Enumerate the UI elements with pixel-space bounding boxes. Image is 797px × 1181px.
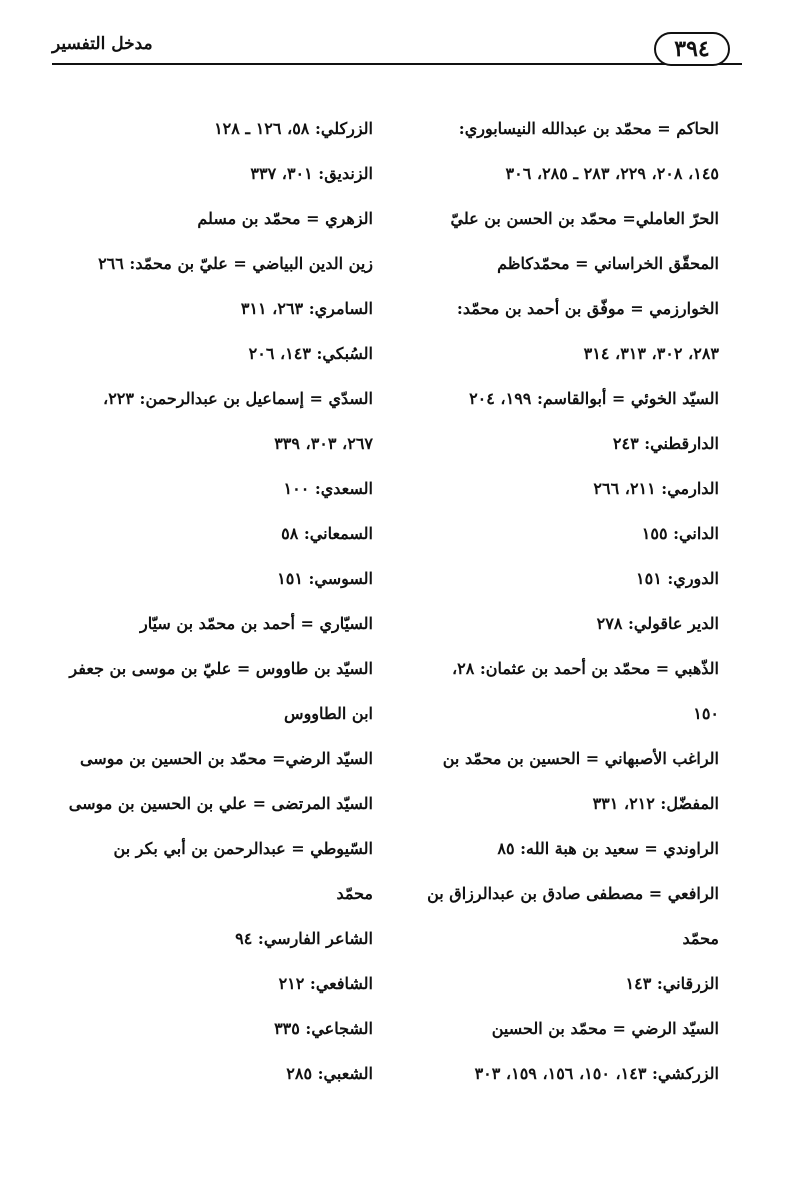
index-entry: السمعاني: ٥٨ <box>281 524 373 543</box>
index-entry: الزرقاني: ١٤٣ <box>625 974 719 993</box>
index-entry: الراغب الأصبهاني = الحسين بن محمّد بن <box>442 749 719 768</box>
index-entry: الشجاعي: ٣٣٥ <box>274 1019 373 1038</box>
index-entry: السُبكي: ١٤٣، ٢٠٦ <box>248 344 373 363</box>
index-entry: ابن الطاووس <box>284 704 373 723</box>
index-entry: محمّد <box>682 929 719 948</box>
index-entry: الدارقطني: ٢٤٣ <box>612 434 719 453</box>
index-entry: الشعبي: ٢٨٥ <box>286 1064 373 1083</box>
index-column-right <box>411 106 719 1096</box>
index-entry: الذّهبي = محمّد بن أحمد بن عثمان: ٢٨، <box>451 659 719 678</box>
index-entry: زين الدين البياضي = عليّ بن محمّد: ٢٦٦ <box>98 254 373 273</box>
header-rule <box>52 63 742 65</box>
index-entry: السوسي: ١٥١ <box>277 569 373 588</box>
index-entry: السعدي: ١٠٠ <box>283 479 373 498</box>
index-entry: السيّاري = أحمد بن محمّد بن سيّار <box>139 614 373 633</box>
index-entry: ١٤٥، ٢٠٨، ٢٢٩، ٢٨٣ ـ ٢٨٥، ٣٠٦ <box>505 164 719 183</box>
index-entry: السدّي = إسماعيل بن عبدالرحمن: ٢٢٣، <box>103 389 373 408</box>
index-entry: السيّد الخوئي = أبوالقاسم: ١٩٩، ٢٠٤ <box>469 389 719 408</box>
index-entry: الزهري = محمّد بن مسلم <box>197 209 373 228</box>
index-entry: ٢٦٧، ٣٠٣، ٣٣٩ <box>274 434 373 453</box>
index-entry: الحاكم = محمّد بن عبدالله النيسابوري: <box>458 119 719 138</box>
index-entry: الدوري: ١٥١ <box>636 569 719 588</box>
index-entry: المفضّل: ٢١٢، ٣٣١ <box>592 794 719 813</box>
index-entry: محمّد <box>336 884 373 903</box>
index-entry: ٢٨٣، ٣٠٢، ٣١٣، ٣١٤ <box>583 344 719 363</box>
index-entry: الدارمي: ٢١١، ٢٦٦ <box>593 479 719 498</box>
index-entry: السّيوطي = عبدالرحمن بن أبي بكر بن <box>113 839 373 858</box>
index-entry: السيّد الرضي= محمّد بن الحسين بن موسى <box>79 749 373 768</box>
index-entry: ١٥٠ <box>693 704 719 723</box>
index-entry: الشاعر الفارسي: ٩٤ <box>235 929 373 948</box>
index-entry: الحرّ العاملي= محمّد بن الحسن بن عليّ <box>450 209 719 228</box>
index-entry: الراوندي = سعيد بن هبة الله: ٨٥ <box>497 839 719 858</box>
index-entry: المحقّق الخراساني = محمّدكاظم <box>497 254 719 273</box>
running-title: مدخل التفسير <box>52 34 153 54</box>
index-entry: الزركلي: ٥٨، ١٢٦ ـ ١٢٨ <box>214 119 373 138</box>
index-column-left <box>55 106 373 1096</box>
page-header <box>52 28 742 68</box>
index-entry: الدير عاقولي: ٢٧٨ <box>596 614 719 633</box>
index-entry: السيّد المرتضى = علي بن الحسين بن موسى <box>68 794 373 813</box>
index-entry: السيّد الرضي = محمّد بن الحسين <box>491 1019 719 1038</box>
page-number: ٣٩٤ <box>654 32 730 66</box>
index-entry: السيّد بن طاووس = عليّ بن موسى بن جعفر <box>69 659 373 678</box>
index-entry: الرافعي = مصطفى صادق بن عبدالرزاق بن <box>427 884 719 903</box>
index-entry: الداني: ١٥٥ <box>641 524 719 543</box>
index-entry: الشافعي: ٢١٢ <box>278 974 373 993</box>
index-entry: الزنديق: ٣٠١، ٣٣٧ <box>250 164 373 183</box>
index-entry: السامري: ٢٦٣، ٣١١ <box>240 299 373 318</box>
index-entry: الزركشي: ١٤٣، ١٥٠، ١٥٦، ١٥٩، ٣٠٣ <box>474 1064 719 1083</box>
index-entry: الخوارزمي = موفّق بن أحمد بن محمّد: <box>456 299 719 318</box>
